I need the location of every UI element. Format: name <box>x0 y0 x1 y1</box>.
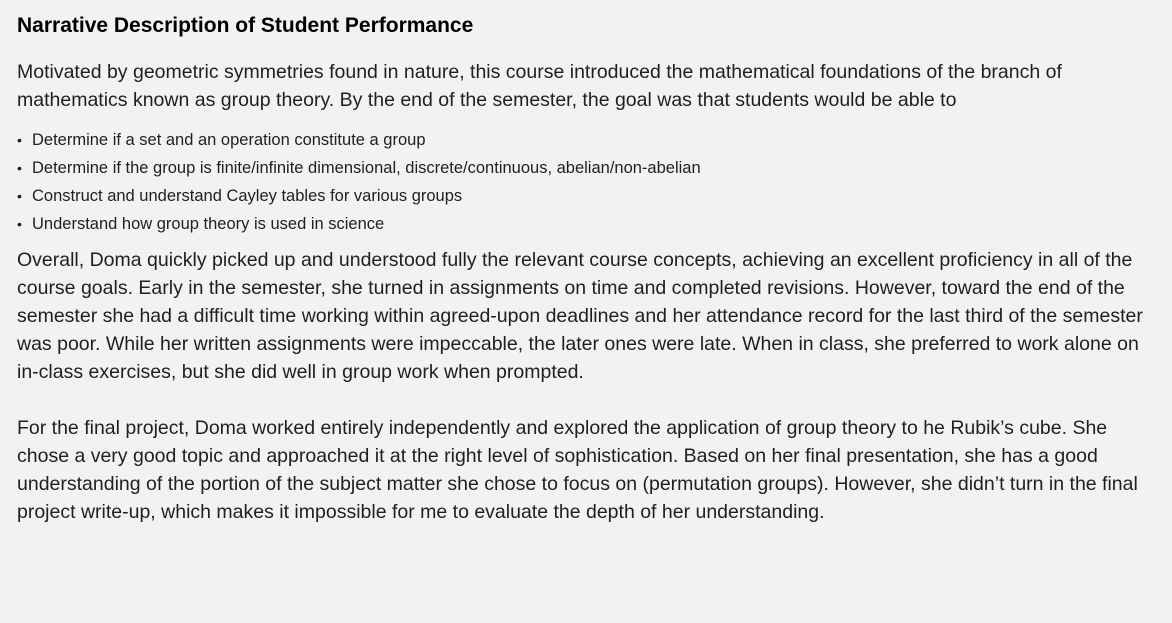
final-project-paragraph: For the final project, Doma worked entirely independently and explored the application of group theory to he Rubik’s cube. She chose a very good topic and approached it at the right level of sophistication. Based on her final presentation, she has a good understanding of the portion of the subject matter she chose to focus on (permutation groups). However, she didn’t turn in the final project write-up, which makes it impossible for me to evaluate the depth of her understanding. <box>17 417 1138 523</box>
goal-text: Understand how group theory is used in science <box>32 215 385 233</box>
list-item <box>17 154 1155 182</box>
goal-text: Construct and understand Cayley tables for various groups <box>32 187 463 205</box>
bullet-icon: • <box>17 188 22 204</box>
list-item <box>17 182 1155 210</box>
list-item <box>17 126 1155 154</box>
overall-paragraph: Overall, Doma quickly picked up and understood fully the relevant course concepts, achieving an excellent proficiency in all of the course goals. Early in the semester, she turned in assignments on time and completed revisions. However, toward the end of the semester she had a difficult time working within agreed-upon deadlines and her attendance record for the last third of the semester was poor. While her written assignments were impeccable, the later ones were late. When in class, she preferred to work alone on in-class exercises, but she did well in group work when prompted. <box>17 249 1143 383</box>
bullet-icon: • <box>17 160 22 176</box>
goal-text: Determine if a set and an operation constitute a group <box>32 131 426 149</box>
course-goals-list <box>17 126 1155 238</box>
list-item <box>17 210 1155 238</box>
intro-paragraph: Motivated by geometric symmetries found in nature, this course introduced the mathematical foundations of the branch of mathematics known as group theory. By the end of the semester, the goal was that students would be able to <box>17 61 1062 111</box>
document-title: Narrative Description of Student Performance <box>17 14 474 37</box>
goal-text: Determine if the group is finite/infinite dimensional, discrete/continuous, abelian/non-abelian <box>32 159 701 177</box>
bullet-icon: • <box>17 132 22 148</box>
bullet-icon: • <box>17 216 22 232</box>
